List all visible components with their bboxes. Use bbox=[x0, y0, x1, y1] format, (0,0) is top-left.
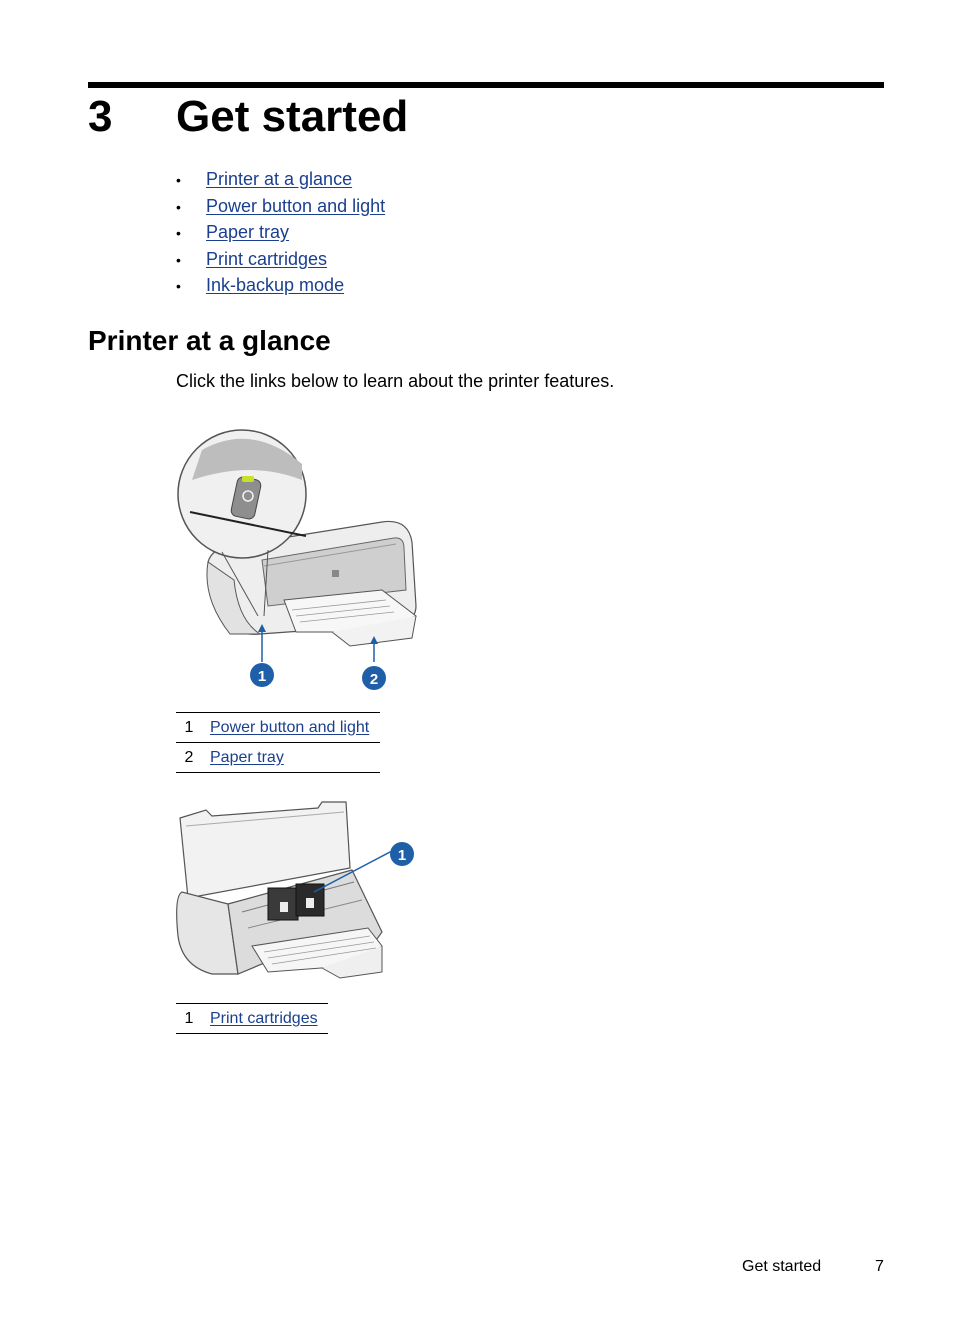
legend-row bbox=[176, 713, 380, 743]
print-cartridge-carriage bbox=[268, 884, 324, 920]
legend-number: 1 bbox=[176, 713, 202, 743]
legend-link-print-cartridges[interactable]: Print cartridges bbox=[210, 1009, 318, 1027]
legend-number: 1 bbox=[176, 1004, 202, 1034]
toc-item bbox=[176, 166, 385, 193]
chapter-title: Get started bbox=[176, 92, 409, 141]
printer-overview-illustration bbox=[172, 420, 424, 698]
hp-logo-icon bbox=[332, 570, 339, 577]
bullet: • bbox=[176, 198, 181, 215]
callout-number: 2 bbox=[369, 671, 379, 688]
figure2-legend bbox=[176, 1003, 328, 1034]
bullet: • bbox=[176, 251, 181, 268]
toc-link-printer-at-a-glance[interactable]: Printer at a glance bbox=[206, 169, 353, 189]
legend-label-cell bbox=[202, 1004, 328, 1034]
power-light-icon bbox=[242, 476, 254, 482]
footer-page-number: 7 bbox=[875, 1258, 884, 1275]
legend-link-power-button-and-light[interactable]: Power button and light bbox=[210, 718, 370, 736]
toc-link-power-button-and-light[interactable]: Power button and light bbox=[206, 195, 386, 216]
legend-row bbox=[176, 743, 380, 773]
footer-chapter-title: Get started bbox=[742, 1258, 822, 1275]
toc-link-paper-tray[interactable]: Paper tray bbox=[206, 222, 290, 242]
section-title: Printer at a glance bbox=[88, 325, 331, 356]
legend-link-paper-tray[interactable]: Paper tray bbox=[210, 748, 284, 766]
legend-label-cell bbox=[202, 713, 380, 743]
section-intro: Click the links below to learn about the printer features. bbox=[176, 371, 615, 391]
bullet: • bbox=[176, 172, 181, 188]
legend-label-cell bbox=[202, 743, 380, 773]
toc-item bbox=[176, 246, 385, 273]
toc-link-print-cartridges[interactable]: Print cartridges bbox=[206, 248, 328, 269]
chapter-rule bbox=[88, 82, 884, 88]
legend-row bbox=[176, 1004, 328, 1034]
figure1-legend bbox=[176, 712, 380, 773]
callout-number: 1 bbox=[257, 668, 267, 685]
toc-item bbox=[176, 272, 385, 299]
bullet: • bbox=[176, 225, 181, 241]
legend-number: 2 bbox=[176, 743, 202, 773]
chapter-number: 3 bbox=[88, 92, 113, 141]
callout-number: 1 bbox=[397, 847, 407, 864]
toc-item bbox=[176, 193, 385, 220]
toc-link-ink-backup-mode[interactable]: Ink-backup mode bbox=[206, 275, 345, 295]
print-cartridges-illustration bbox=[172, 796, 424, 986]
bullet: • bbox=[176, 278, 181, 294]
chapter-toc bbox=[176, 166, 385, 299]
toc-item bbox=[176, 219, 385, 246]
